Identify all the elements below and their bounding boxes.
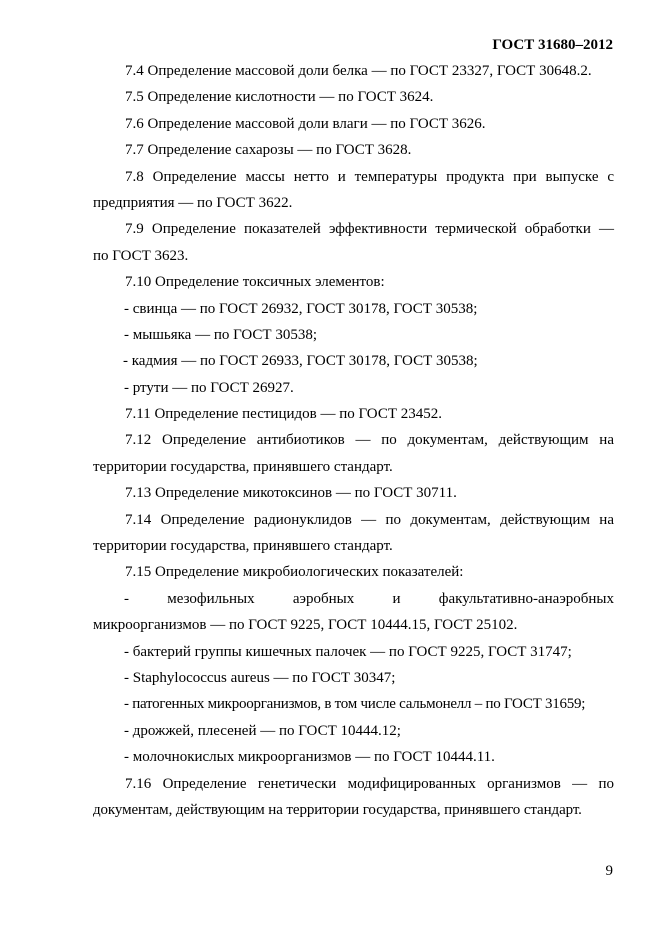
text-line: 7.15 Определение микробиологических показателей:: [125, 564, 464, 581]
text-line: документам, действующим на территории государства, принявшего стандарт.: [93, 801, 582, 818]
text-line: - молочнокислых микроорганизмов — по ГОСТ 10444.11.: [124, 749, 495, 766]
text-line: 7.7 Определение сахарозы — по ГОСТ 3628.: [125, 142, 412, 159]
text-line: территории государства, принявшего стандарт.: [93, 538, 393, 555]
text-line: 7.10 Определение токсичных элементов:: [125, 274, 385, 291]
text-line: по ГОСТ 3623.: [93, 247, 189, 264]
text-line: - патогенных микроорганизмов, в том числе сальмонелл – по ГОСТ 31659;: [124, 696, 586, 713]
text-line: - дрожжей, плесеней — по ГОСТ 10444.12;: [124, 722, 401, 739]
text-line: - ртути — по ГОСТ 26927.: [124, 379, 294, 396]
text-line: - свинца — по ГОСТ 26932, ГОСТ 30178, ГОСТ 30538;: [124, 300, 478, 317]
text-line: 7.14 Определение радионуклидов — по документам, действующим на: [125, 511, 614, 528]
text-line: 7.6 Определение массовой доли влаги — по ГОСТ 3626.: [125, 115, 486, 132]
text-line: 7.13 Определение микотоксинов — по ГОСТ 30711.: [125, 485, 457, 502]
text-line: - мышьяка — по ГОСТ 30538;: [124, 326, 318, 343]
standard-header: ГОСТ 31680–2012: [492, 37, 613, 53]
text-line: 7.12 Определение антибиотиков — по документам, действующим на: [125, 432, 614, 449]
text-line: 7.9 Определение показателей эффективности термической обработки —: [125, 221, 614, 238]
document-body: [93, 58, 614, 823]
text-line: 7.5 Определение кислотности — по ГОСТ 3624.: [125, 89, 434, 106]
text-line: - кадмия — по ГОСТ 26933, ГОСТ 30178, ГОСТ 30538;: [123, 353, 478, 370]
text-line: - Staphylococcus aureus — по ГОСТ 30347;: [124, 669, 396, 686]
text-line: - мезофильных аэробных и факультативно-анаэробных: [124, 590, 614, 607]
text-line: 7.4 Определение массовой доли белка — по ГОСТ 23327, ГОСТ 30648.2.: [125, 63, 592, 79]
page-number: 9: [605, 863, 613, 879]
text-line: 7.8 Определение массы нетто и температуры продукта при выпуске с: [125, 168, 614, 185]
text-line: предприятия — по ГОСТ 3622.: [93, 194, 293, 211]
text-line: 7.11 Определение пестицидов — по ГОСТ 23452.: [125, 406, 442, 423]
text-line: 7.16 Определение генетически модифицированных организмов — по: [125, 775, 614, 792]
text-line: - бактерий группы кишечных палочек — по ГОСТ 9225, ГОСТ 31747;: [124, 643, 572, 660]
text-line: микроорганизмов — по ГОСТ 9225, ГОСТ 10444.15, ГОСТ 25102.: [93, 617, 518, 634]
text-line: территории государства, принявшего стандарт.: [93, 458, 393, 475]
